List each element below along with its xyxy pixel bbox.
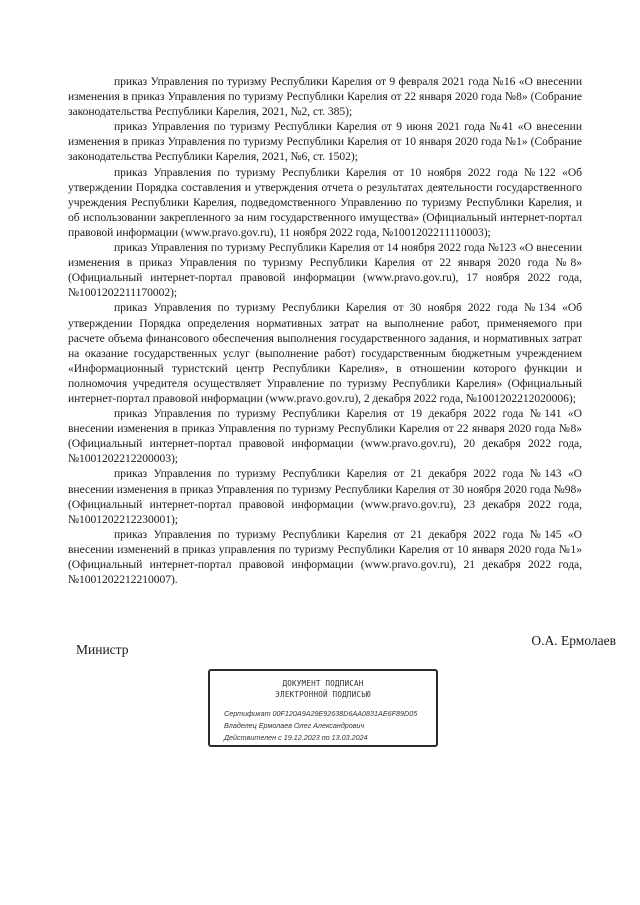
signatory-title: Министр (76, 642, 129, 657)
order-paragraph: приказ Управления по туризму Республики Карелия от 19 декабря 2022 года №141 «О внесении изменения в приказ Управления по туризму Республики Карелия от 22 января 2020 года №8» (Официальный интернет-портал правовой информации (www.pravo.gov.ru), 20 декабря 2022 года, №1001202212200003); (68, 407, 582, 466)
order-paragraph: приказ Управления по туризму Республики Карелия от 9 февраля 2021 года №16 «О внесении изменения в приказ Управления по туризму Республики Карелия от 22 января 2020 года №8» (Собрание законодательства Республики Карелия, 2021, №2, ст. 385); (68, 75, 582, 119)
order-paragraph: приказ Управления по туризму Республики Карелия от 9 июня 2021 года №41 «О внесении изменения в приказ Управления по туризму Республики Карелия от 10 января 2020 года №1» (Собрание законодательства Республики Карелия, 2021, №6, ст. 1502); (68, 120, 582, 164)
stamp-subheading: ЭЛЕКТРОННОЙ ПОДПИСЬЮ (275, 690, 371, 699)
stamp-owner: Владелец Ермолаев Олег Александрович (224, 721, 365, 730)
stamp-validity: Действителен с 19.12.2023 по 13.03.2024 (224, 733, 368, 742)
stamp-certificate: Сертификат 00F120A9A29E92638D6AA0831AE6F89D05 (224, 709, 418, 718)
order-paragraph: приказ Управления по туризму Республики Карелия от 21 декабря 2022 года №143 «О внесении изменения в приказ Управления по туризму Республики Карелия от 30 ноября 2020 года №98» (Официальный интернет-портал правовой информации (www.pravo.gov.ru), 23 декабря 2022 года, №1001202212230001); (68, 467, 582, 526)
order-paragraph: приказ Управления по туризму Республики Карелия от 14 ноября 2022 года №123 «О внесении изменения в приказ Управления по туризму Республики Карелия от 22 января 2020 года №8» (Официальный интернет-портал правовой информации (www.pravo.gov.ru), 17 ноября 2022 года, №1001202211170002); (68, 241, 582, 300)
order-paragraph: приказ Управления по туризму Республики Карелия от 10 ноября 2022 года №122 «Об утверждении Порядка составления и утверждения отчета о результатах деятельности государственного учреждения Республики Карелия, подведомственного Управлению по туризму Республики Карелия, и об использовании закрепленного за ним государственного имущества» (Официальный интернет-портал правовой информации (www.pravo.gov.ru), 11 ноября 2022 года, №1001202211110003); (68, 165, 582, 239)
order-paragraph: приказ Управления по туризму Республики Карелия от 21 декабря 2022 года №145 «О внесении изменений в приказ управления по туризму Республики Карелия от 10 января 2020 года №1» (Официальный интернет-портал правовой информации (www.pravo.gov.ru), 21 декабря 2022 года, №1001202212210007). (68, 527, 582, 587)
order-paragraph: приказ Управления по туризму Республики Карелия от 30 ноября 2022 года №134 «Об утверждении Порядка определения нормативных затрат на выполнение работ, применяемого при расчете объема финансового обеспечения выполнения государственного задания, и нормативных затрат на оказание государственных услуг (выполнение работ) государственным бюджетным учреждением «Информационный туристский центр Республики Карелия», в отношении которого функции и полномочия учредителя осуществляет Управление по туризму Республики Карелия» (Официальный интернет-портал правовой информации (www.pravo.gov.ru), 2 декабря 2022 года, №1001202212020006); (68, 301, 582, 405)
electronic-signature-stamp (208, 669, 438, 747)
stamp-heading: ДОКУМЕНТ ПОДПИСАН (282, 679, 364, 688)
signatory-name: О.А. Ермолаев (531, 633, 616, 648)
order-list (68, 74, 582, 587)
